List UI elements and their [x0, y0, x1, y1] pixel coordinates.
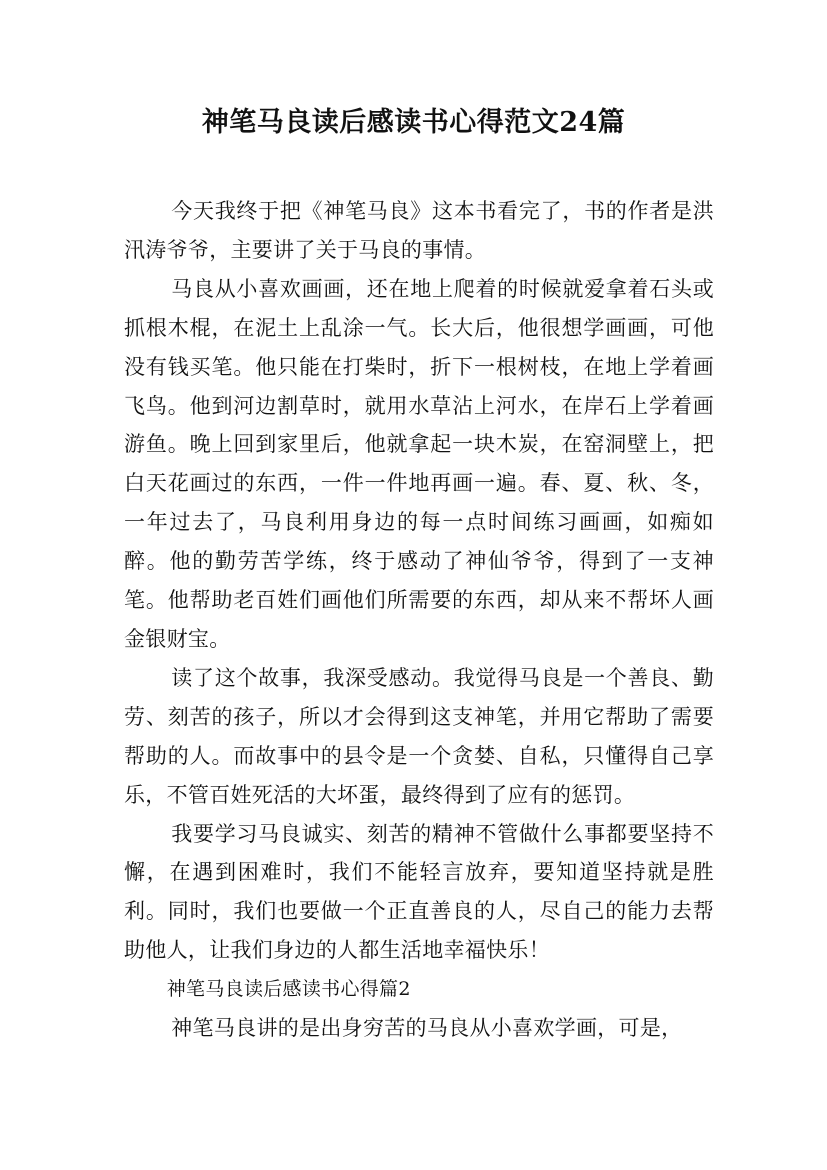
paragraph: 马良从小喜欢画画，还在地上爬着的时候就爱拿着石头或抓根木棍，在泥土上乱涂一气。长大后，他很想学画画，可他没有钱买笔。他只能在打柴时，折下一根树枝，在地上学着画飞鸟。他到河边割草时，就用水草沾上河水，在岸石上学着画游鱼。晚上回到家里后，他就拿起一块木炭，在窑洞壁上，把白天花画过的东西，一件一件地再画一遍。春、夏、秋、冬，一年过去了，马良利用身边的每一点时间练习画画，如痴如醉。他的勤劳苦学练，终于感动了神仙爷爷，得到了一支神笔。他帮助老百姓们画他们所需要的东西，却从来不帮坏人画金银财宝。 [124, 276, 714, 651]
paragraph: 神笔马良讲的是出身穷苦的马良从小喜欢学画，可是， [171, 1016, 683, 1041]
paragraph: 读了这个故事，我深受感动。我觉得马良是一个善良、勤劳、刻苦的孩子，所以才会得到这支神笔，并用它帮助了需要帮助的人。而故事中的县令是一个贪婪、自私，只懂得自己享乐，不管百姓死活的大坏蛋，最终得到了应有的惩罚。 [124, 665, 714, 807]
document-title: 神笔马良读后感读书心得范文24篇 [201, 107, 626, 138]
document-body [124, 192, 714, 1048]
paragraph: 今天我终于把《神笔马良》这本书看完了，书的作者是洪汛涛爷爷，主要讲了关于马良的事情。 [124, 199, 714, 262]
section-heading: 神笔马良读后感读书心得篇2 [166, 978, 411, 1001]
paragraph: 我要学习马良诚实、刻苦的精神不管做什么事都要坚持不懈，在遇到困难时，我们不能轻言放弃，要知道坚持就是胜利。同时，我们也要做一个正直善良的人，尽自己的能力去帮助他人，让我们身边的人都生活地幸福快乐！ [124, 821, 714, 963]
